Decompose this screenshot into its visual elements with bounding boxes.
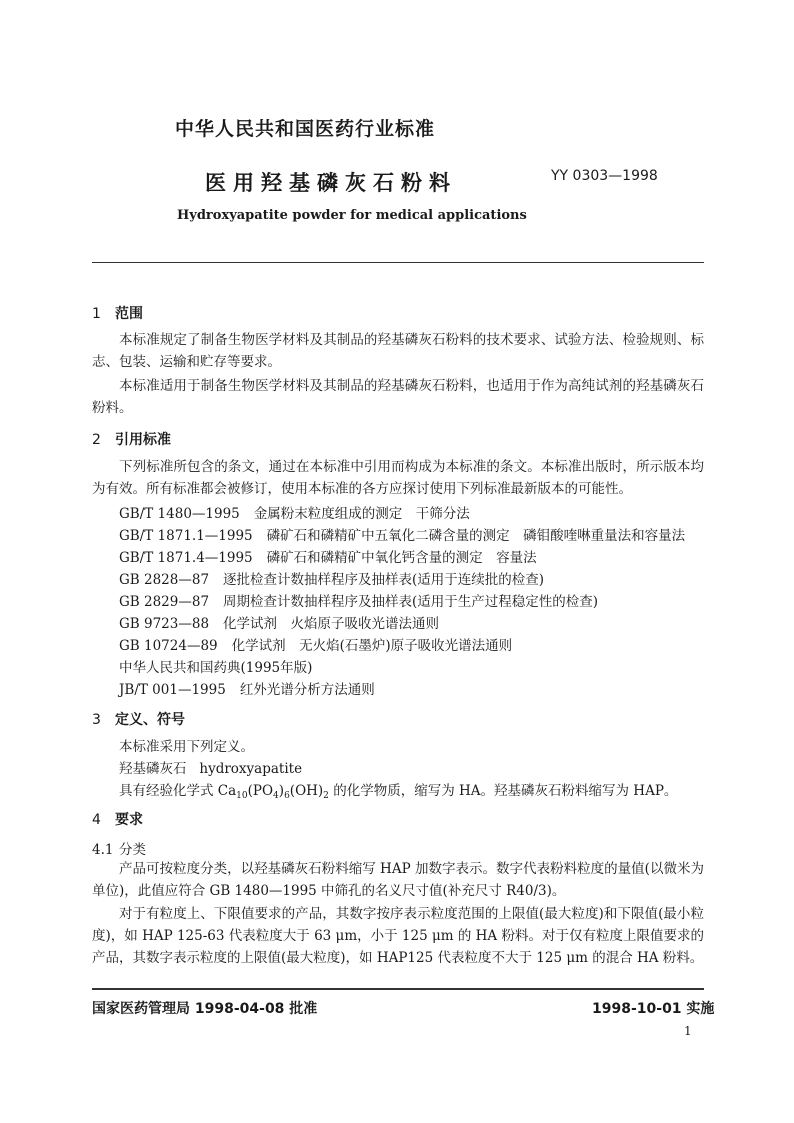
section-3-heading: [92, 709, 185, 729]
reference-item: GB/T 1480—1995 金属粉末粒度组成的测定 干筛分法: [119, 506, 470, 522]
section-1-paragraph-2: 本标准适用于制备生物医学材料及其制品的羟基磷灰石粉料，也适用于作为高纯试剂的羟基磷灰石粉料。: [92, 378, 704, 416]
document-title: 医用羟基磷灰石粉料: [205, 171, 457, 195]
reference-item: GB 2829—87 周期检查计数抽样程序及抽样表(适用于生产过程稳定性的检查): [119, 594, 599, 610]
reference-item: GB 10724—89 化学试剂 无火焰(石墨炉)原子吸收光谱法通则: [119, 638, 513, 654]
section-number: 2: [92, 432, 101, 448]
page-number: 1: [684, 1024, 692, 1038]
section-1-paragraph-1: 本标准规定了制备生物医学材料及其制品的羟基磷灰石粉料的技术要求、试验方法、检验规则、标志、包装、运输和贮存等要求。: [92, 332, 704, 370]
section-title: 引用标准: [115, 432, 171, 448]
section-1-heading: [92, 303, 143, 323]
subsection-4-1-heading: 4.1 分类: [92, 842, 146, 858]
header-divider: [92, 262, 704, 263]
reference-item: 中华人民共和国药典(1995年版): [119, 660, 313, 676]
standard-number: YY 0303—1998: [551, 168, 658, 184]
section-title: 范围: [115, 306, 143, 322]
section-number: 1: [92, 306, 101, 322]
english-title: Hydroxyapatite powder for medical applications: [177, 208, 527, 223]
section-number: 3: [92, 712, 101, 728]
term-english: hydroxyapatite: [199, 761, 303, 777]
section-3-paragraph-1: 本标准采用下列定义。: [119, 739, 254, 755]
section-2-heading: [92, 429, 171, 449]
section-2-intro: 下列标准所包含的条文，通过在本标准中引用而构成为本标准的条文。本标准出版时，所示版本均为有效。所有标准都会被修订，使用本标准的各方应探讨使用下列标准最新版本的可能性。: [92, 459, 704, 497]
section-4-heading: [92, 809, 143, 829]
reference-item: GB 9723—88 化学试剂 火焰原子吸收光谱法通则: [119, 616, 440, 632]
issuing-organization: 中华人民共和国医药行业标准: [175, 118, 436, 140]
term-entry: [119, 757, 302, 777]
reference-item: GB/T 1871.1—1995 磷矿石和磷精矿中五氧化二磷含量的测定 磷钼酸喹啉重量法和容量法: [119, 528, 686, 544]
section-4-1-paragraph-2: 对于有粒度上、下限值要求的产品，其数字按序表示粒度范围的上限值(最大粒度)和下限值(最小粒度)，如 HAP 125-63 代表粒度大于 63 μm，小于 125 μm 的 HA 粉料。对于仅有粒度上限值要求的产品，其数字表示粒度的上限值(最大粒度)，如 HAP125 代表粒度不大于 125 μm 的混合 HA 粉料。: [92, 906, 704, 966]
section-title: 要求: [115, 812, 143, 828]
section-4-1-paragraph-1: 产品可按粒度分类，以羟基磷灰石粉料缩写 HAP 加数字表示。数字代表粉料粒度的量值(以微米为单位)，此值应符合 GB 1480—1995 中筛孔的名义尺寸值(补充尺寸 R40/3)。: [92, 861, 704, 899]
reference-item: GB 2828—87 逐批检查计数抽样程序及抽样表(适用于连续批的检查): [119, 572, 545, 588]
reference-item: GB/T 1871.4—1995 磷矿石和磷精矿中氧化钙含量的测定 容量法: [119, 550, 537, 566]
term-chinese: 羟基磷灰石: [119, 761, 187, 777]
section-number: 4: [92, 812, 101, 828]
term-definition: 具有经验化学式 $Ca_{10}(PO_4)_6(OH)_2$ 的化学物质，缩写为 HA。羟基磷灰石粉料缩写为 HAP。: [119, 783, 678, 801]
section-title: 定义、符号: [115, 712, 185, 728]
reference-item: JB/T 001—1995 红外光谱分析方法通则: [119, 682, 375, 698]
approval-date: 国家医药管理局 1998-04-08 批准: [92, 1001, 318, 1017]
footer-divider: [92, 988, 704, 990]
implementation-date: 1998-10-01 实施: [592, 1001, 715, 1017]
